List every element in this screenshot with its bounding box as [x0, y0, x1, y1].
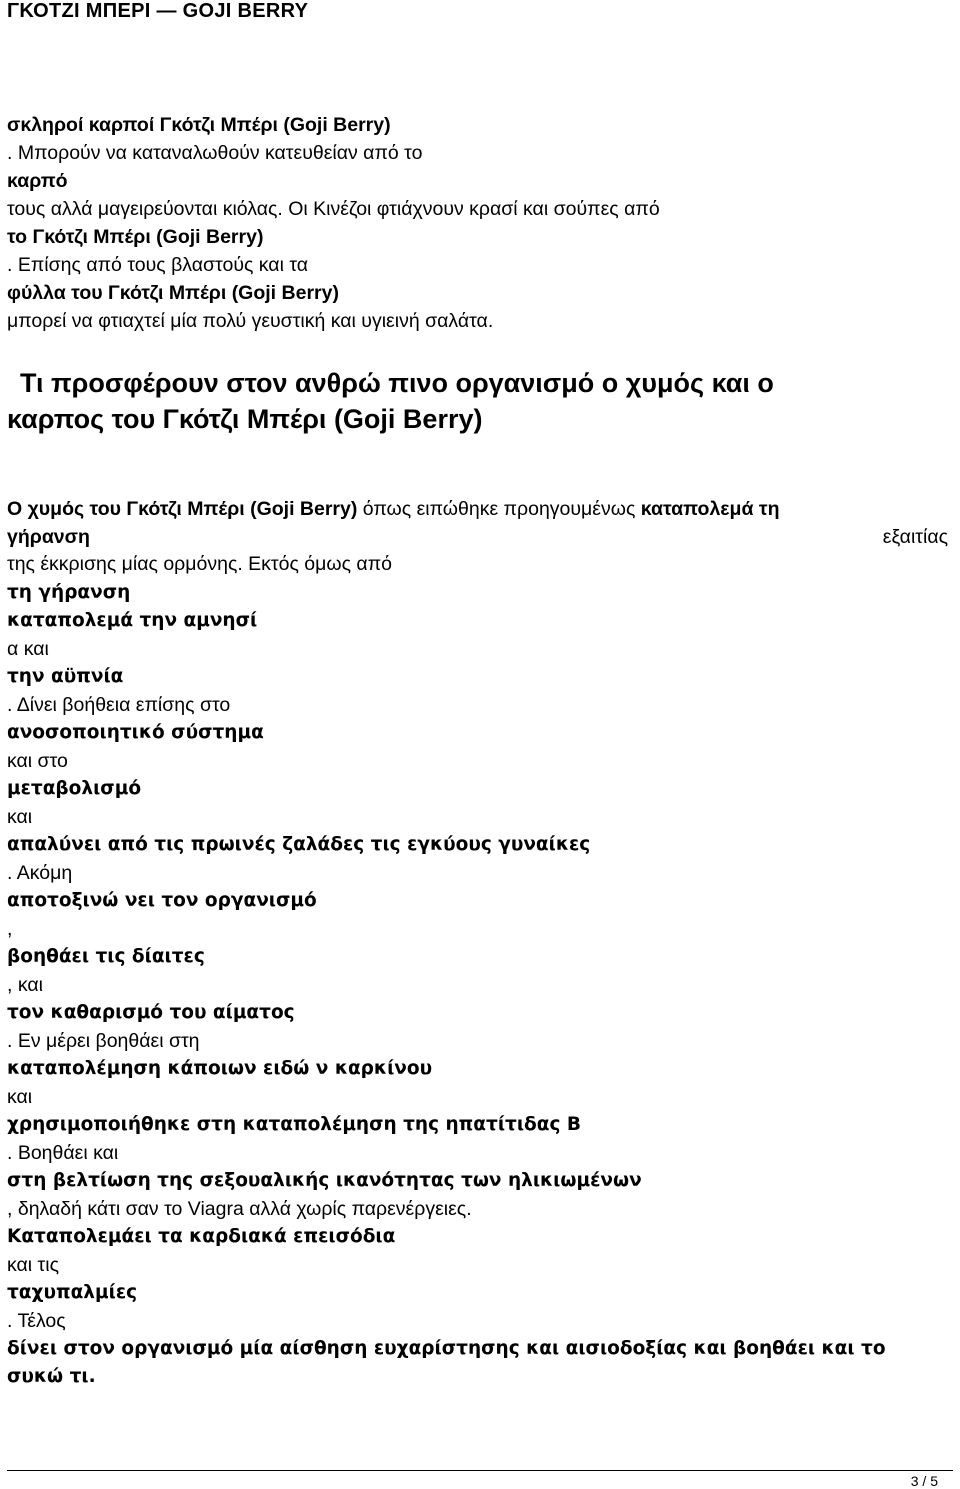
- body-line: , και: [7, 974, 43, 996]
- body-line: της έκκρισης μίας ορμόνης. Εκτός όμως από: [7, 553, 392, 575]
- intro-line: μπορεί να φτιαχτεί μία πολύ γευστική και υγιεινή σαλάτα.: [7, 310, 494, 332]
- body-line: . Βοηθάει και: [7, 1142, 119, 1164]
- document-header-title: ΓΚΟΤΖΙ ΜΠΕΡΙ — GOJI BERRY: [7, 0, 309, 22]
- body-line: βοηθάει τις δίαιτες: [7, 946, 205, 967]
- body-line: χρησιμοποιήθηκε στη καταπολέμηση της ηπατίτιδας Β: [7, 1114, 581, 1135]
- bold-text: καταπολεμά τη: [640, 498, 780, 520]
- body-line: στη βελτίωση της σεξουαλικής ικανότητας των ηλικιωμένων: [7, 1170, 642, 1191]
- body-line: συκώ τι.: [7, 1366, 96, 1387]
- body-line: [7, 526, 90, 549]
- body-line: και τις: [7, 1254, 59, 1276]
- body-line: . Τέλος: [7, 1310, 66, 1332]
- intro-bold-text: σκληροί καρποί Γκότζι Μπέρι (Goji Berry): [7, 114, 391, 136]
- footer-divider: [7, 1470, 953, 1471]
- body-line: . Δίνει βοήθεια επίσης στο: [7, 694, 231, 716]
- body-line: . Ακόμη: [7, 862, 73, 884]
- section-heading-line-1: Τι προσφέρουν στον ανθρώ πινο οργανισμό ο χυμός και ο: [20, 368, 774, 398]
- body-line: . Εν μέρει βοηθάει στη: [7, 1030, 200, 1052]
- body-line: τη γήρανση: [7, 582, 131, 603]
- page-number: 3 / 5: [910, 1473, 938, 1489]
- intro-line: . Επίσης από τους βλαστούς και τα: [7, 254, 309, 276]
- body-line: καταπολεμά την αμνησί: [7, 610, 258, 631]
- justified-word: εξαιτίας: [882, 526, 948, 548]
- intro-line: τους αλλά μαγειρεύονται κιόλας. Οι Κινέζοι φτιάχνουν κρασί και σούπες από: [7, 198, 660, 220]
- body-line: την αϋπνία: [7, 666, 124, 687]
- body-line: , δηλαδή κάτι σαν το Viagra αλλά χωρίς παρενέργειες.: [7, 1198, 472, 1220]
- body-line: Καταπολεμάει τα καρδιακά επεισόδια: [7, 1226, 396, 1247]
- body-line: και: [7, 1086, 33, 1108]
- bold-text: γήρανση: [7, 526, 90, 548]
- body-line: και: [7, 806, 33, 828]
- intro-line: [7, 226, 263, 249]
- body-line: μεταβολισμό: [7, 778, 142, 799]
- intro-bold-text: φύλλα του Γκότζι Μπέρι (Goji Berry): [7, 282, 339, 304]
- body-line: α και: [7, 638, 49, 660]
- intro-bold-text: καρπό: [7, 170, 68, 192]
- body-line: ταχυπαλμίες: [7, 1282, 138, 1303]
- body-line: απαλύνει από τις πρωινές ζαλάδες τις εγκύους γυναίκες: [7, 834, 591, 855]
- body-line: αποτοξινώ νει τον οργανισμό: [7, 890, 317, 911]
- bold-text: Ο χυμός του Γκότζι Μπέρι (Goji Berry): [7, 498, 358, 520]
- intro-line: [7, 170, 68, 193]
- body-line: τον καθαρισμό του αίματος: [7, 1002, 295, 1023]
- body-line: ,: [7, 918, 13, 940]
- intro-line: [7, 114, 391, 137]
- body-line: ανοσοποιητικό σύστημα: [7, 722, 264, 743]
- plain-text: όπως ειπώθηκε προηγουμένως: [357, 498, 641, 520]
- body-line: δίνει στον οργανισμό μία αίσθηση ευχαρίστησης και αισιοδοξίας και βοηθάει και το: [7, 1338, 886, 1359]
- body-line: και στο: [7, 750, 68, 772]
- section-heading-line-2: καρπος του Γκότζι Μπέρι (Goji Berry): [7, 404, 483, 434]
- body-line: καταπολέμηση κάποιων ειδώ ν καρκίνου: [7, 1058, 433, 1079]
- body-line: [7, 498, 780, 521]
- intro-line: . Μπορούν να καταναλωθούν κατευθείαν από το: [7, 142, 423, 164]
- intro-bold-text: το Γκότζι Μπέρι (Goji Berry): [7, 226, 264, 248]
- intro-line: [7, 282, 339, 305]
